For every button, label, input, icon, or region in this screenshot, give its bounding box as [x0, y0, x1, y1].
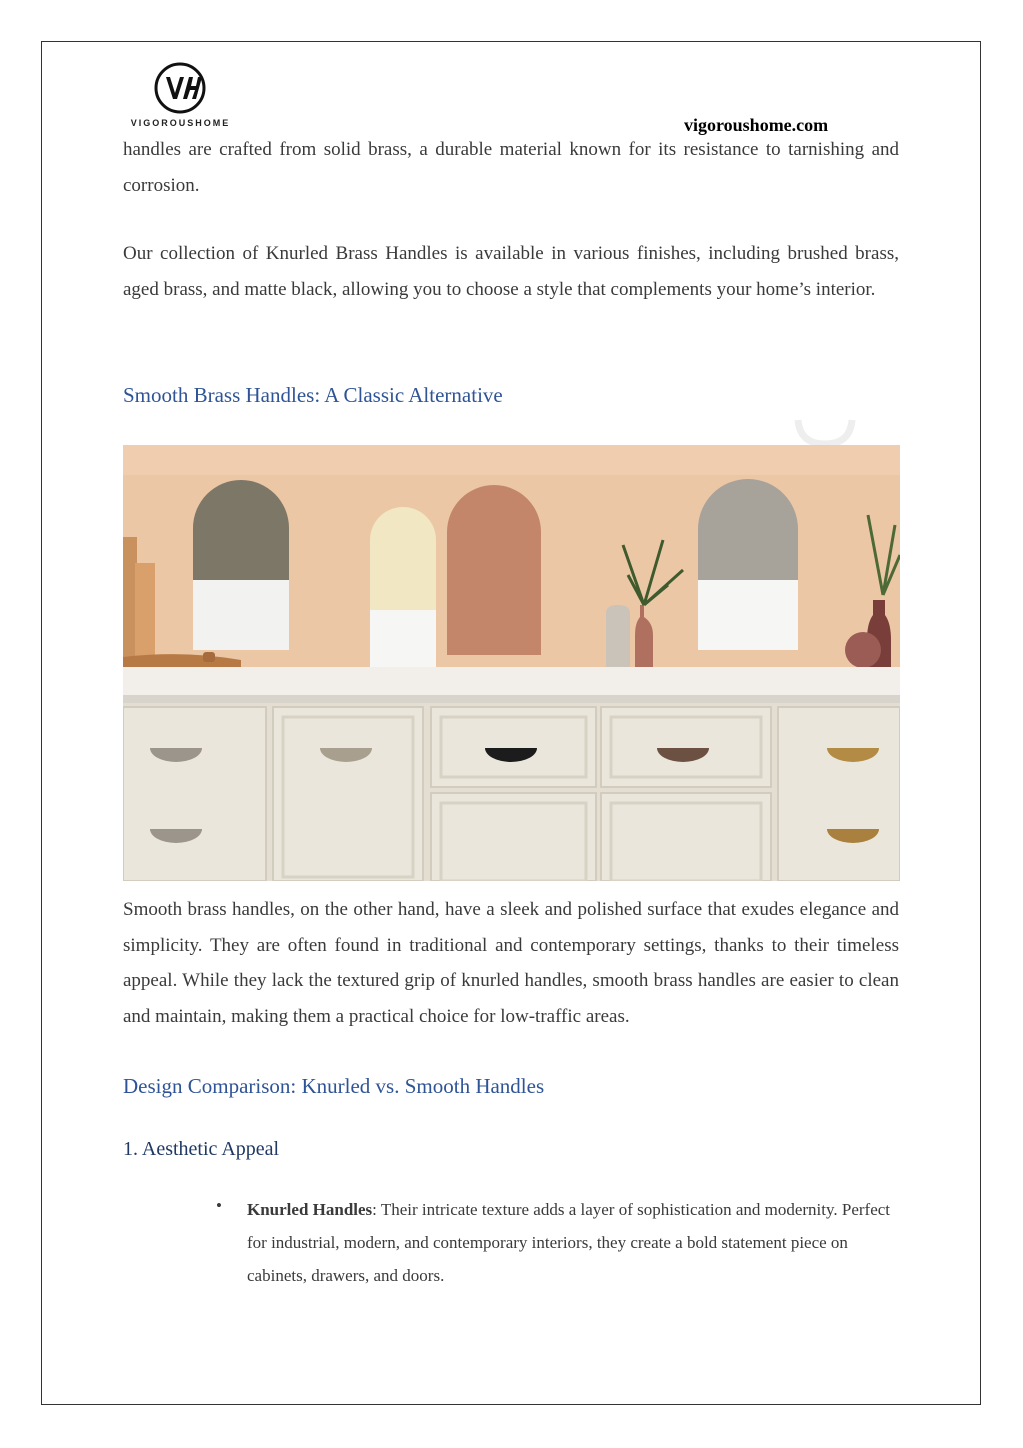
- subheading-aesthetic-appeal: 1. Aesthetic Appeal: [123, 1138, 280, 1160]
- bullet-term: Knurled Handles: [247, 1200, 373, 1219]
- list-item: [247, 1193, 900, 1292]
- logo-wordmark: VIGOROUSHOME: [130, 118, 231, 128]
- heading-smooth-handles: Smooth Brass Handles: A Classic Alternative: [123, 383, 503, 407]
- paragraph-3: Smooth brass handles, on the other hand, have a sleek and polished surface that exudes elegance and simplicity. They are often found in traditional and contemporary settings, thanks to their timeless appeal. While they lack the textured grip of knurled handles, smooth brass handles are easier to clean and maintain, making them a practical choice for low-traffic areas.: [123, 899, 899, 1028]
- logo-mark-icon: [123, 60, 238, 118]
- bullet-text: : Their intricate texture adds a layer of sophistication and modernity. Perfect for industrial, modern, and contemporary interiors, they create a bold statement piece on cabinets, drawers, and doors.: [247, 1200, 891, 1285]
- heading-design-comparison: Design Comparison: Knurled vs. Smooth Handles: [123, 1074, 545, 1098]
- watermark-icon: [790, 410, 860, 450]
- bullet-icon: •: [216, 1196, 222, 1215]
- brand-logo[interactable]: [123, 60, 238, 132]
- paragraph-2: Our collection of Knurled Brass Handles is available in various finishes, including brushed brass, aged brass, and matte black, allowing you to choose a style that complements your home’s interior.: [123, 243, 899, 300]
- kitchen-cabinet-photo: [123, 445, 900, 881]
- site-url[interactable]: vigoroushome.com: [684, 115, 829, 135]
- paragraph-1: handles are crafted from solid brass, a durable material known for its resistance to tarnishing and corrosion.: [123, 139, 899, 196]
